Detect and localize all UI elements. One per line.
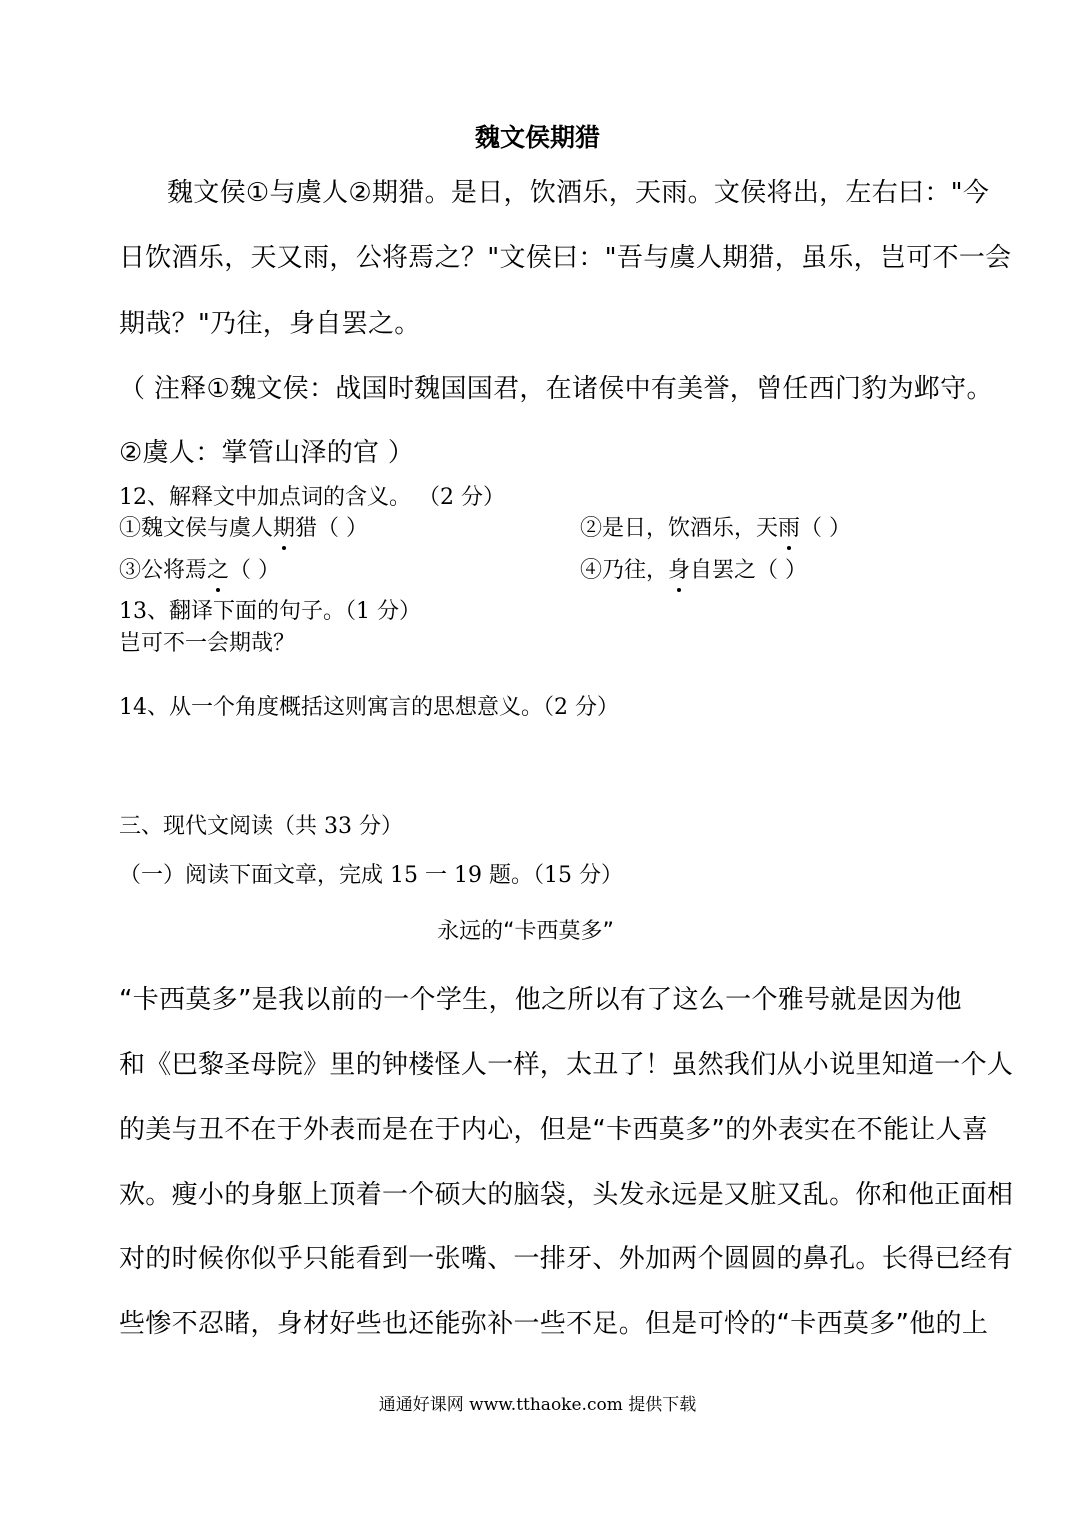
classical-text-line-3: 期哉？"乃往，身自罢之。 bbox=[119, 309, 421, 339]
q12-item-3-prefix: ③公将焉 bbox=[119, 558, 208, 583]
question-12-item-3 bbox=[119, 553, 280, 584]
question-12-item-2 bbox=[580, 511, 851, 542]
annotation-line-2: ②虞人：掌管山泽的官 ） bbox=[119, 438, 415, 468]
article-line-5: 对的时候你似乎只能看到一张嘴、一排牙、外加两个圆圆的鼻孔。长得已经有 bbox=[119, 1244, 1014, 1274]
q12-item-3-suffix: （ ） bbox=[229, 558, 281, 583]
question-13: 13、翻译下面的句子。（1 分） bbox=[119, 599, 421, 624]
q12-item-1-prefix: ①魏文侯与虞人 bbox=[119, 516, 274, 541]
article-line-6: 些惨不忍睹，身材好些也还能弥补一些不足。但是可怜的“卡西莫多”他的上 bbox=[119, 1309, 989, 1339]
q12-item-1-suffix: 猎（ ） bbox=[295, 516, 369, 541]
article-title: 永远的“卡西莫多” bbox=[437, 919, 614, 944]
section-subheading: （一）阅读下面文章，完成 15 一 19 题。（15 分） bbox=[119, 863, 623, 888]
classical-text-line-1: 魏文侯①与虞人②期猎。是日，饮酒乐，天雨。文侯将出，左右曰："今 bbox=[167, 178, 990, 208]
article-line-4: 欢。瘦小的身躯上顶着一个硕大的脑袋，头发永远是又脏又乱。你和他正面相 bbox=[119, 1180, 1014, 1210]
article-line-3: 的美与丑不在于外表而是在于内心，但是“卡西莫多”的外表实在不能让人喜 bbox=[119, 1115, 989, 1145]
question-13-sentence: 岂可不一会期哉？ bbox=[119, 631, 296, 656]
q12-item-4-suffix: 自罢之（ ） bbox=[690, 558, 808, 583]
q12-item-4-prefix: ④乃往， bbox=[580, 558, 669, 583]
q12-item-3-dotted-word: 之 bbox=[207, 553, 229, 584]
question-12-item-4 bbox=[580, 553, 807, 584]
page-title: 魏文侯期猎 bbox=[474, 123, 600, 152]
article-line-1: “卡西莫多”是我以前的一个学生，他之所以有了这么一个雅号就是因为他 bbox=[119, 985, 962, 1015]
question-12-item-1 bbox=[119, 511, 368, 542]
q12-item-2-suffix: （ ） bbox=[800, 516, 852, 541]
article-line-2: 和《巴黎圣母院》里的钟楼怪人一样，太丑了！虽然我们从小说里知道一个人 bbox=[119, 1050, 1014, 1080]
annotation-line-1: （ 注释①魏文侯：战国时魏国国君，在诸侯中有美誉，曾任西门豹为邺守。 bbox=[119, 374, 993, 404]
question-12: 12、解释文中加点词的含义。 （2 分） bbox=[119, 485, 505, 510]
q12-item-2-prefix: ②是日，饮酒乐，天 bbox=[580, 516, 779, 541]
question-14: 14、从一个角度概括这则寓言的思想意义。（2 分） bbox=[119, 695, 619, 720]
section-heading: 三、现代文阅读（共 33 分） bbox=[119, 814, 403, 839]
q12-item-2-dotted-word: 雨 bbox=[778, 511, 800, 542]
footer-credit: 通通好课网 www.tthaoke.com 提供下载 bbox=[378, 1395, 697, 1415]
classical-text-line-2: 日饮酒乐，天又雨，公将焉之？"文侯曰："吾与虞人期猎，虽乐，岂可不一会 bbox=[119, 243, 1012, 273]
q12-item-1-dotted-word: 期 bbox=[273, 511, 295, 542]
q12-item-4-dotted-word: 身 bbox=[668, 553, 690, 584]
